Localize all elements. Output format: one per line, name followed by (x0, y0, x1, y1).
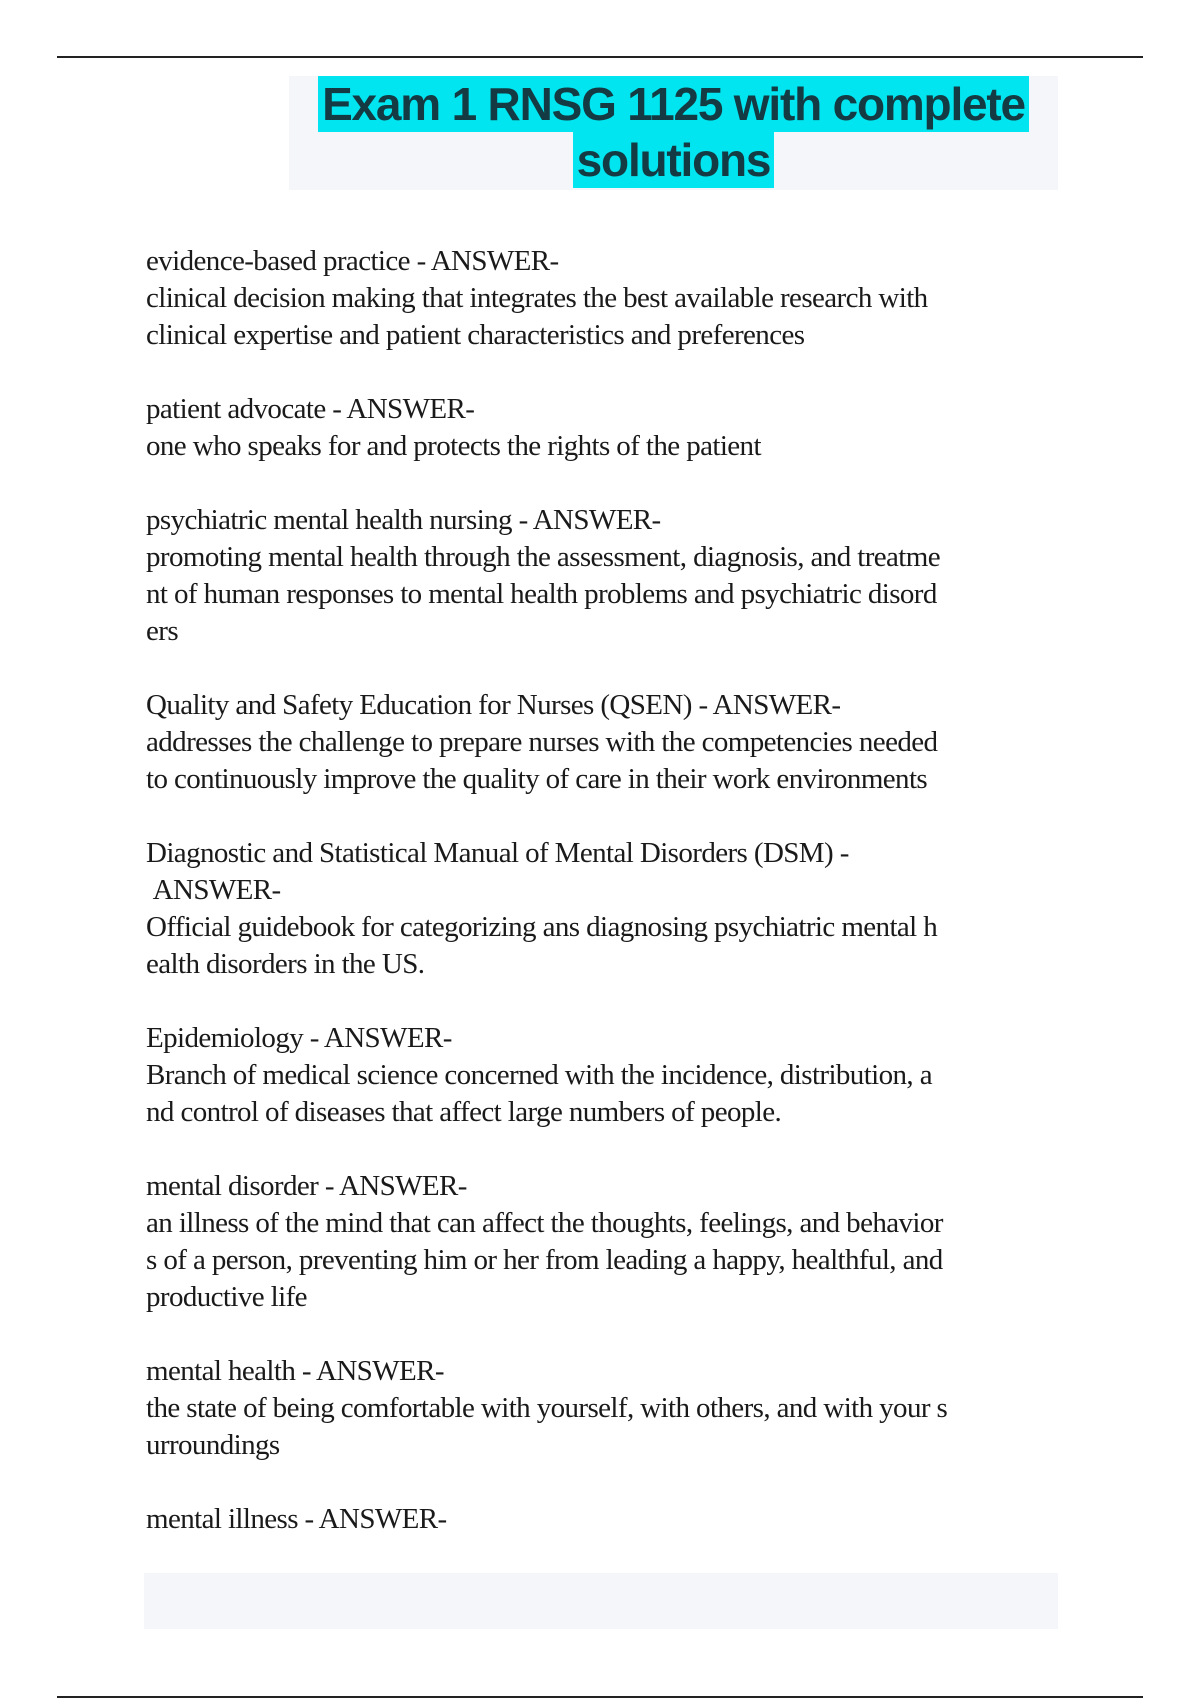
entry-psychiatric-mental-health-nursing (146, 502, 1066, 650)
entry-epidemiology (146, 1020, 1066, 1131)
entry-mental-disorder (146, 1168, 1066, 1316)
entry-term: Quality and Safety Education for Nurses (QSEN) - ANSWER- (146, 689, 841, 721)
entry-term: psychiatric mental health nursing - ANSWER- (146, 504, 661, 536)
entry-definition: addresses the challenge to prepare nurses with the competencies needed to continuously improve the quality of care in their work environments (146, 726, 938, 795)
title-line-1: Exam 1 RNSG 1125 with complete (318, 76, 1029, 132)
entry-definition: one who speaks for and protects the rights of the patient (146, 430, 761, 462)
entry-definition: Official guidebook for categorizing ans diagnosing psychiatric mental h ealth disorders in the US. (146, 911, 938, 980)
entry-evidence-based-practice (146, 243, 1066, 354)
entry-term: mental disorder - ANSWER- (146, 1170, 467, 1202)
footer-background (144, 1573, 1058, 1629)
entry-term: Epidemiology - ANSWER- (146, 1022, 452, 1054)
flashcard-list (146, 243, 1066, 1575)
document-title (289, 76, 1058, 188)
entry-term: patient advocate - ANSWER- (146, 393, 475, 425)
entry-term: Diagnostic and Statistical Manual of Mental Disorders (DSM) - ANSWER- (146, 837, 849, 906)
entry-mental-illness (146, 1501, 1066, 1538)
entry-mental-health (146, 1353, 1066, 1464)
title-line-2: solutions (573, 132, 775, 188)
entry-definition: promoting mental health through the assessment, diagnosis, and treatme nt of human responses to mental health problems and psychiatric disord ers (146, 541, 940, 647)
entry-term: mental illness - ANSWER- (146, 1503, 447, 1535)
entry-definition: clinical decision making that integrates the best available research with clinical expertise and patient characteristics and preferences (146, 282, 928, 351)
entry-term: evidence-based practice - ANSWER- (146, 245, 559, 277)
top-rule (57, 56, 1143, 58)
entry-definition: Branch of medical science concerned with the incidence, distribution, a nd control of diseases that affect large numbers of people. (146, 1059, 932, 1128)
bottom-rule (57, 1696, 1143, 1698)
entry-term: mental health - ANSWER- (146, 1355, 444, 1387)
entry-qsen (146, 687, 1066, 798)
entry-patient-advocate (146, 391, 1066, 465)
entry-definition: an illness of the mind that can affect the thoughts, feelings, and behavior s of a person, preventing him or her from leading a happy, healthful, and productive life (146, 1207, 943, 1313)
entry-definition: the state of being comfortable with yourself, with others, and with your s urroundings (146, 1392, 948, 1461)
entry-dsm (146, 835, 1066, 983)
